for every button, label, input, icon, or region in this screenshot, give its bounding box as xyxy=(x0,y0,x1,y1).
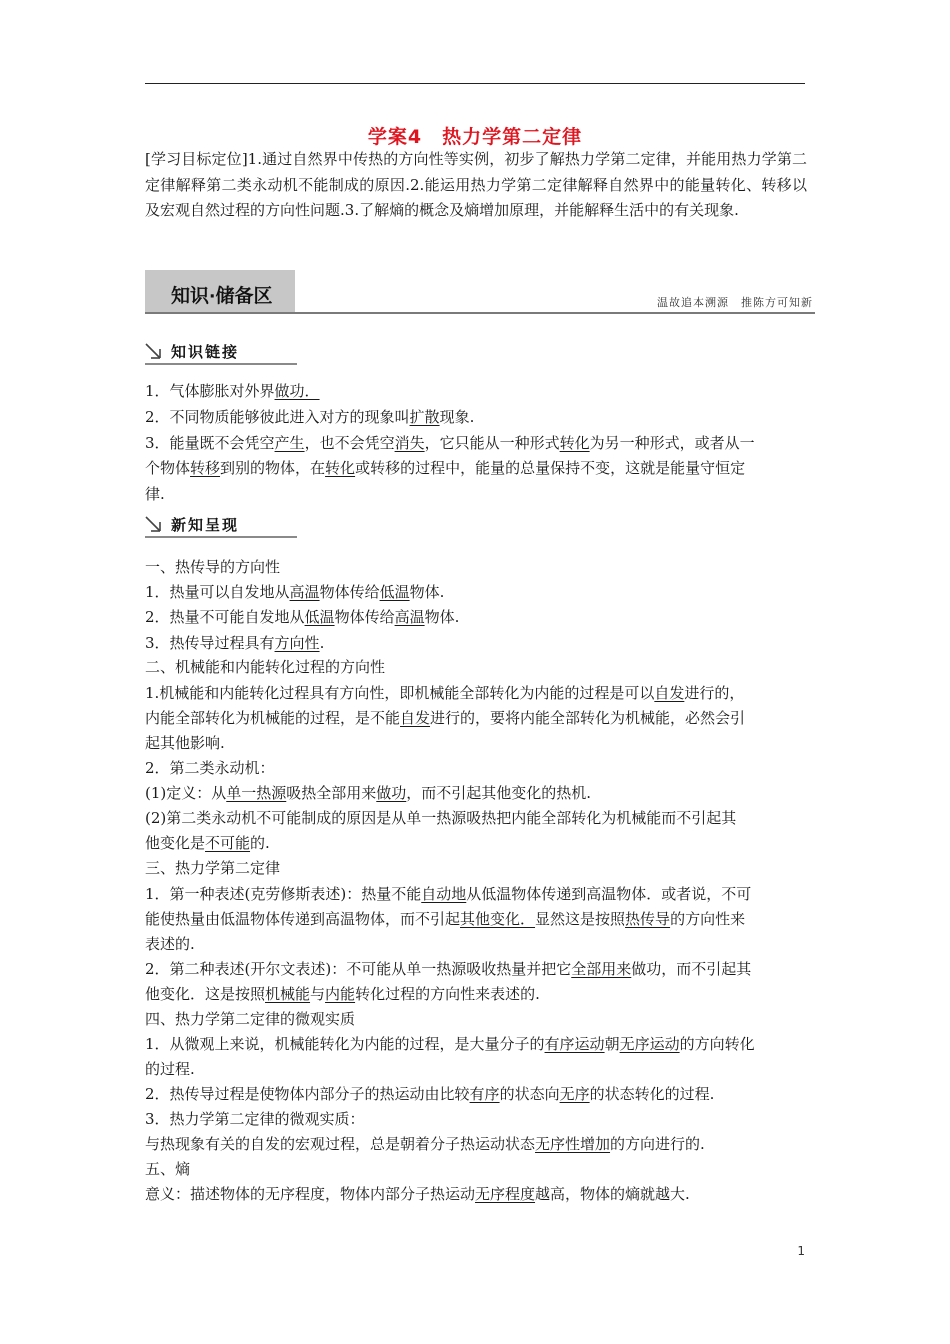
text-segment: 或转移的过程中，能量的总量保持不变，这就是能量守恒定 xyxy=(355,459,746,477)
underlined-answer: 不可能 xyxy=(205,834,251,852)
underlined-answer: 单一热源 xyxy=(226,784,287,802)
text-segment: 物体. xyxy=(424,608,460,626)
text-segment: 他变化是 xyxy=(145,834,206,852)
text-segment: 3．热传导过程具有 xyxy=(145,634,275,652)
text-line xyxy=(145,781,809,807)
underlined-answer: 无序程度 xyxy=(475,1185,536,1203)
text-segment: ，它只能从一种形式 xyxy=(424,434,560,452)
text-line xyxy=(145,882,809,908)
text-segment: 的状态转化的过程. xyxy=(589,1085,715,1103)
header-rule xyxy=(145,83,805,84)
text-segment: 一、热传导的方向性 xyxy=(145,558,281,576)
text-segment: 1．热量可以自发地从 xyxy=(145,583,290,601)
underlined-answer: 无序性增加 xyxy=(535,1135,611,1153)
text-line xyxy=(145,405,809,431)
section-header-knowledge-link xyxy=(145,341,300,365)
text-segment: 2．第二种表述(开尔文表述)：不可能从单一热源吸收热量并把它 xyxy=(145,960,572,978)
text-segment: 的. xyxy=(250,834,270,852)
text-segment: 转化过程的方向性来表述的. xyxy=(355,985,540,1003)
text-line xyxy=(145,631,809,657)
underlined-answer: 自动地 xyxy=(421,885,467,903)
text-line xyxy=(145,655,809,681)
underlined-answer: 方向性 xyxy=(274,634,320,652)
text-line xyxy=(145,681,809,707)
section-label: 知识链接 xyxy=(171,343,240,361)
text-segment: 2．热传导过程是使物体内部分子的热运动由比较 xyxy=(145,1085,470,1103)
underlined-answer: 做功． xyxy=(274,382,320,400)
text-segment: 吸热全部用来 xyxy=(286,784,377,802)
banner-title xyxy=(171,281,273,308)
underlined-answer: 自发 xyxy=(400,709,431,727)
text-line xyxy=(145,580,809,606)
underlined-answer: 低温 xyxy=(379,583,410,601)
text-line xyxy=(145,1082,809,1108)
text-segment: ，而不引起其他变化的热机. xyxy=(406,784,592,802)
text-segment: 物体. xyxy=(409,583,445,601)
underlined-answer: 热传导 xyxy=(625,910,671,928)
text-segment: 2．不同物质能够彼此进入对方的现象叫 xyxy=(145,408,410,426)
page-number: 1 xyxy=(797,1244,805,1258)
text-segment: 二、机械能和内能转化过程的方向性 xyxy=(145,658,386,676)
text-segment: 四、热力学第二定律的微观实质 xyxy=(145,1010,356,1028)
text-line xyxy=(145,456,809,482)
banner-tagline: 温故追本溯源 推陈方可知新 xyxy=(657,296,813,309)
text-line xyxy=(145,756,809,782)
text-segment: 1．气体膨胀对外界 xyxy=(145,382,275,400)
text-segment: 能使热量由低温物体传递到高温物体，而不引起 xyxy=(145,910,461,928)
text-line xyxy=(145,731,809,757)
banner-title-main: 知识 xyxy=(171,285,210,307)
text-line xyxy=(145,1007,809,1033)
text-segment: 与热现象有关的自发的宏观过程，总是朝着分子热运动状态 xyxy=(145,1135,536,1153)
text-line xyxy=(145,706,809,732)
text-segment: 物体传给 xyxy=(334,608,395,626)
underlined-answer: 转移 xyxy=(190,459,221,477)
text-segment: 内能全部转化为机械能的过程，是不能 xyxy=(145,709,401,727)
text-segment: 的状态向 xyxy=(499,1085,560,1103)
text-line xyxy=(145,932,809,958)
text-segment: 的方向转化 xyxy=(679,1035,755,1053)
text-segment: 进行的， xyxy=(684,684,745,702)
underlined-answer: 转化 xyxy=(325,459,356,477)
text-segment: 起其他影响. xyxy=(145,734,225,752)
underlined-answer: 自发 xyxy=(654,684,685,702)
text-line xyxy=(145,555,809,581)
text-line xyxy=(145,1132,809,1158)
text-segment: 五、熵 xyxy=(145,1160,191,1178)
knowledge-reserve-banner xyxy=(145,270,815,314)
underlined-answer: 产生 xyxy=(274,434,305,452)
text-segment: 表述的. xyxy=(145,935,195,953)
text-segment: 到别的物体，在 xyxy=(220,459,326,477)
section-underline xyxy=(145,536,297,538)
text-segment: 3．热力学第二定律的微观实质： xyxy=(145,1110,365,1128)
text-segment: (1)定义：从 xyxy=(145,784,227,802)
text-line xyxy=(145,982,809,1008)
underlined-answer: 全部用来 xyxy=(571,960,632,978)
underlined-answer: 消失 xyxy=(394,434,425,452)
text-segment: . xyxy=(319,634,325,652)
text-segment: (2)第二类永动机不可能制成的原因是从单一热源吸热把内能全部转化为机械能而不引起其 xyxy=(145,809,737,827)
text-line xyxy=(145,1032,809,1058)
text-segment: 的方向进行的. xyxy=(610,1135,705,1153)
underlined-answer: 高温 xyxy=(289,583,320,601)
text-line xyxy=(145,957,809,983)
banner-underline xyxy=(145,312,815,314)
text-line xyxy=(145,806,809,832)
text-line xyxy=(145,482,809,508)
underlined-answer: 高温 xyxy=(394,608,425,626)
text-segment: 越高，物体的熵就越大. xyxy=(535,1185,690,1203)
section-underline xyxy=(145,363,297,365)
text-segment: 进行的，要将内能全部转化为机械能，必然会引 xyxy=(430,709,746,727)
text-line xyxy=(145,907,809,933)
underlined-answer: 扩散 xyxy=(409,408,440,426)
text-line xyxy=(145,1157,809,1183)
text-segment: 1.机械能和内能转化过程具有方向性，即机械能全部转化为内能的过程是可以 xyxy=(145,684,655,702)
text-segment: 他变化．这是按照 xyxy=(145,985,266,1003)
banner-title-dot: · xyxy=(209,287,216,307)
learning-goals: [学习目标定位]1.通过自然界中传热的方向性等实例，初步了解热力学第二定律，并能用热力学第二定律解释第二类永动机不能制成的原因.2.能运用热力学第二定律解释自然界中的能量转化、转移以及宏观自然过程的方向性问题.3.了解熵的概念及熵增加原理，并能解释生活中的有关现象. xyxy=(145,150,807,219)
text-segment: 2．热量不可能自发地从 xyxy=(145,608,305,626)
section-header-new-knowledge xyxy=(145,514,300,538)
underlined-answer: 无序 xyxy=(559,1085,590,1103)
underlined-answer: 低温 xyxy=(304,608,335,626)
text-line xyxy=(145,1182,809,1208)
text-segment: 2．第二类永动机： xyxy=(145,759,275,777)
text-segment: 个物体 xyxy=(145,459,191,477)
underlined-answer: 做功 xyxy=(376,784,407,802)
text-segment: 物体传给 xyxy=(319,583,380,601)
text-segment: 做功，而不引起其 xyxy=(631,960,752,978)
text-segment: 意义：描述物体的无序程度，物体内部分子热运动 xyxy=(145,1185,476,1203)
section-label: 新知呈现 xyxy=(171,516,240,534)
text-segment: 的方向性来 xyxy=(670,910,746,928)
text-segment: 与 xyxy=(310,985,326,1003)
text-line xyxy=(145,1057,809,1083)
page-title: 学案4 热力学第二定律 xyxy=(367,126,583,148)
underlined-answer: 其他变化． xyxy=(460,910,536,928)
text-segment: ，也不会凭空 xyxy=(304,434,395,452)
text-segment: 1．从微观上来说，机械能转化为内能的过程，是大量分子的 xyxy=(145,1035,545,1053)
text-segment: 3．能量既不会凭空 xyxy=(145,434,275,452)
text-line xyxy=(145,856,809,882)
text-segment: 的过程. xyxy=(145,1060,195,1078)
text-line xyxy=(145,1107,809,1133)
text-segment: 三、热力学第二定律 xyxy=(145,859,281,877)
text-segment: 现象. xyxy=(439,408,475,426)
underlined-answer: 转化 xyxy=(559,434,590,452)
underlined-answer: 机械能 xyxy=(265,985,311,1003)
text-segment: 朝 xyxy=(604,1035,620,1053)
text-line xyxy=(145,831,809,857)
underlined-answer: 有序运动 xyxy=(544,1035,605,1053)
banner-title-sub: 储备区 xyxy=(215,285,273,307)
text-line xyxy=(145,605,809,631)
underlined-answer: 内能 xyxy=(325,985,356,1003)
diagonal-arrow-icon xyxy=(145,516,161,532)
text-line xyxy=(145,379,809,405)
underlined-answer: 无序运动 xyxy=(619,1035,680,1053)
text-line xyxy=(145,431,809,457)
diagonal-arrow-icon xyxy=(145,343,161,359)
text-segment: 从低温物体传递到高温物体．或者说，不可 xyxy=(466,885,752,903)
text-segment: 为另一种形式，或者从一 xyxy=(589,434,755,452)
text-segment: 1．第一种表述(克劳修斯表述)：热量不能 xyxy=(145,885,422,903)
text-segment: 律. xyxy=(145,485,165,503)
text-segment: 显然这是按照 xyxy=(535,910,626,928)
underlined-answer: 有序 xyxy=(469,1085,500,1103)
